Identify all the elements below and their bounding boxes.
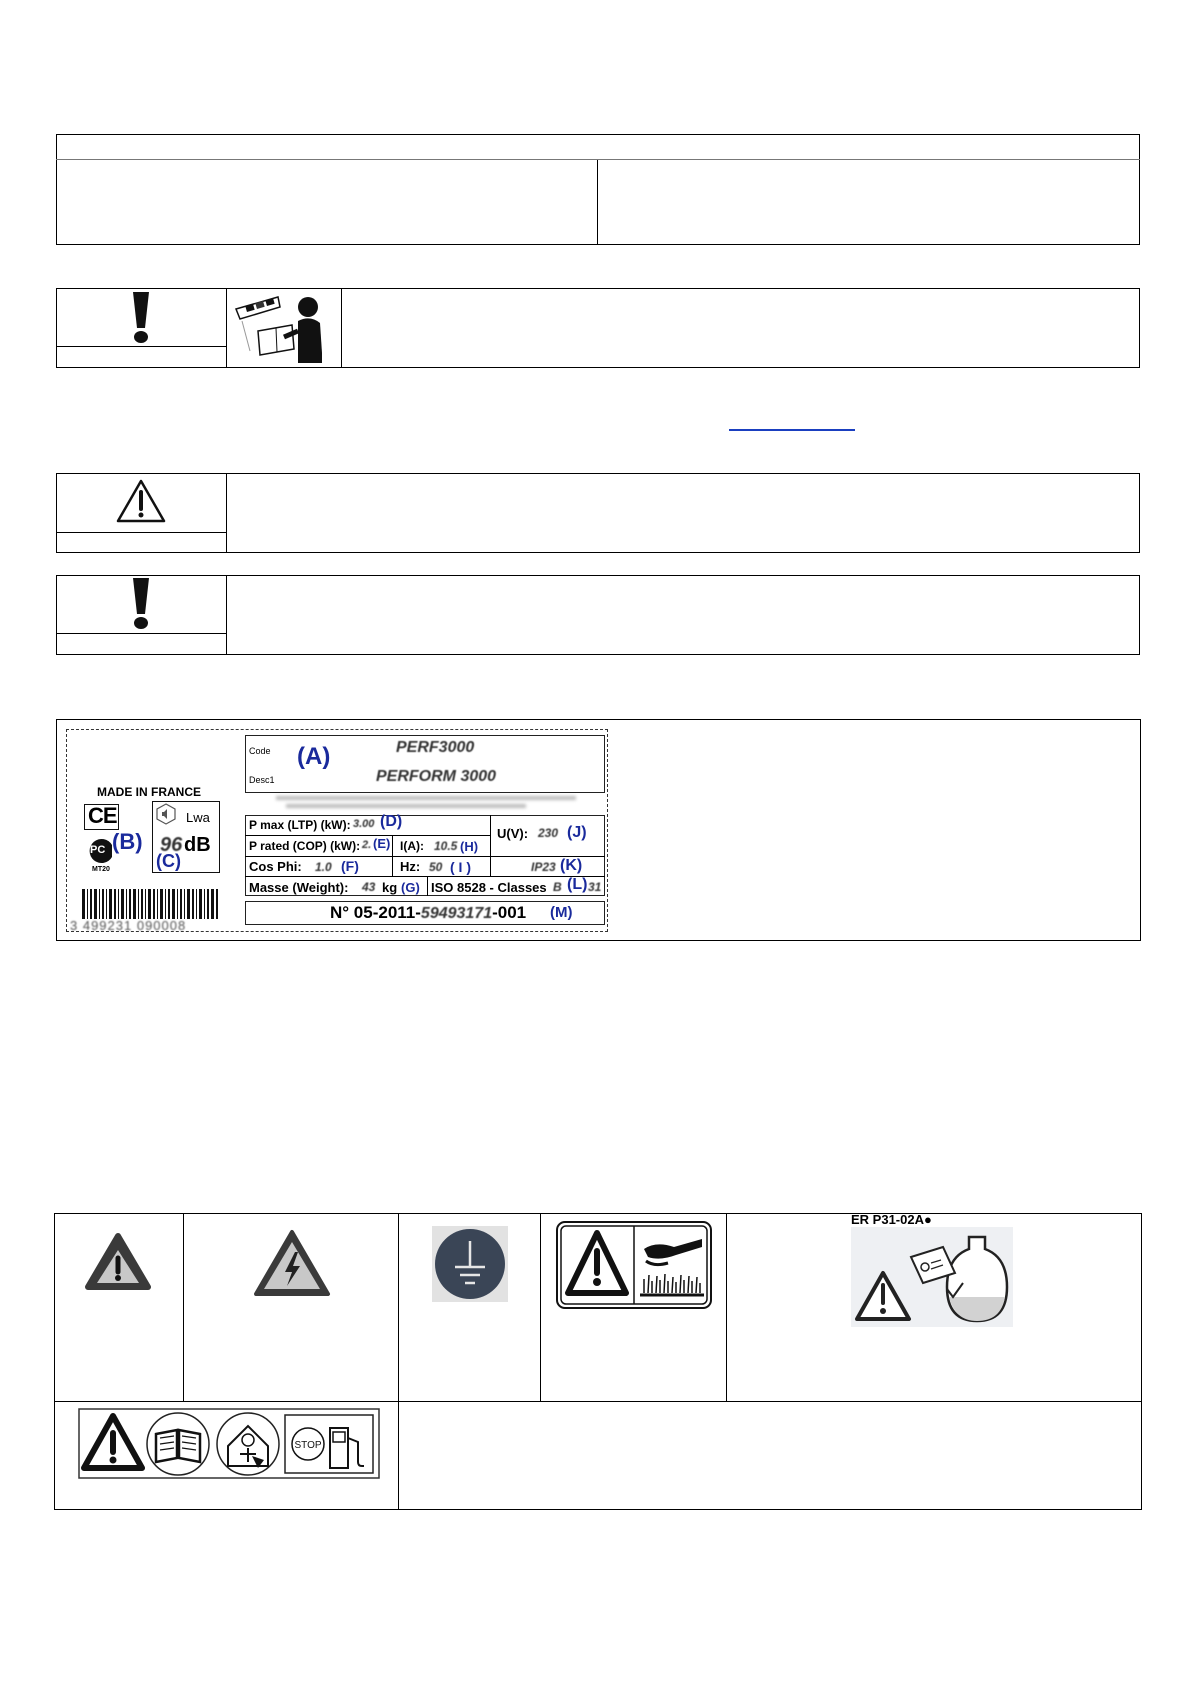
blurred-address [276,796,576,800]
tag-e: (E) [373,836,391,851]
divider [56,532,226,533]
pmax-caption: P max (LTP) (kW): [249,818,351,832]
mass-value: 43 [362,880,376,894]
lwa-caption: Lwa [186,810,210,825]
divider [56,346,226,347]
tag-a: (A) [297,743,331,770]
mass-caption: Masse (Weight): [249,880,349,895]
cosphi-caption: Cos Phi: [249,859,302,874]
tag-l: (L) [567,876,588,893]
oil-level-icon [851,1227,1013,1327]
earth-ground-icon [433,1227,507,1301]
exclamation-icon [126,576,156,632]
caution-box [56,575,1140,655]
hz-caption: Hz: [400,859,421,874]
exclamation-icon [126,290,156,346]
tag-b: (B) [112,829,143,854]
serial-suffix: -001 [492,903,527,922]
manual-warning-box [56,288,1140,368]
divider [226,473,227,553]
barcode-number: 3 499231 090008 [70,918,187,933]
stop-text: STOP [294,1440,322,1451]
danger-warning-icon [84,1232,152,1292]
divider [490,815,491,856]
sound-icon [155,803,177,825]
divider [54,1401,1142,1402]
db-unit: dB [184,834,211,856]
current-value: 10.5 [434,839,458,853]
mt-code: MT20 [92,866,110,873]
pct-mark-text: PC [90,844,106,856]
tag-k: (K) [560,857,583,874]
prated-value: 2. [362,839,372,851]
barcode-image [82,889,218,919]
hz-value: 50 [429,860,443,874]
serial-number [330,903,526,923]
er-code-label: ER P31-02A● [851,1212,932,1227]
tag-i: ( I ) [450,859,471,875]
electrical-hazard-icon [252,1228,332,1298]
divider [226,575,227,655]
top-table-column-divider [597,160,598,245]
tag-h: (H) [460,839,479,854]
divider [245,835,490,836]
hot-surface-icon [556,1221,712,1309]
tag-c: (C) [156,851,181,871]
serial-prefix: N° 05-2011- [330,903,421,922]
ce-mark: CE [88,803,117,828]
combined-safety-labels [78,1408,380,1479]
tag-m: (M) [550,904,573,921]
prated-caption: P rated (COP) (kW): [249,839,361,853]
warning-triangle-icon [115,478,167,524]
top-table-divider [56,159,1140,160]
divider [392,836,393,876]
code-value: PERF3000 [396,739,475,756]
cosphi-value: 1.0 [315,860,332,874]
voltage-value: 230 [538,826,559,840]
divider [427,876,428,896]
iso-class: B [553,880,562,894]
tag-j: (J) [567,824,587,841]
current-caption: I(A): [400,839,424,853]
serial-mid: 59493171 [420,905,493,922]
tag-d: (D) [380,813,403,830]
iso-text: ISO 8528 - Classes [431,880,547,895]
read-manual-pictogram [232,291,338,365]
divider [226,288,227,368]
hyperlink[interactable] [729,429,855,431]
divider [726,1213,727,1401]
made-in-label: MADE IN FRANCE [97,785,201,799]
divider [245,876,605,877]
top-table [56,134,1140,245]
warning-box [56,473,1140,553]
divider [245,856,605,857]
code-caption: Code [249,746,271,756]
desc-value: PERFORM 3000 [376,768,497,785]
divider [490,856,491,876]
divider [341,288,342,368]
tag-g: (G) [401,880,420,895]
voltage-caption: U(V): [497,826,529,841]
divider [540,1213,541,1401]
iso-tail: 31 [588,880,602,894]
pmax-value: 3.00 [353,818,375,830]
divider [183,1213,184,1401]
db-value: 96 [160,834,183,856]
mass-unit: kg [382,880,398,895]
divider [56,633,226,634]
divider [398,1213,399,1510]
tag-f: (F) [341,858,359,874]
ip-value: IP23 [531,860,556,874]
desc-caption: Desc1 [249,775,275,785]
blurred-address [286,804,526,808]
